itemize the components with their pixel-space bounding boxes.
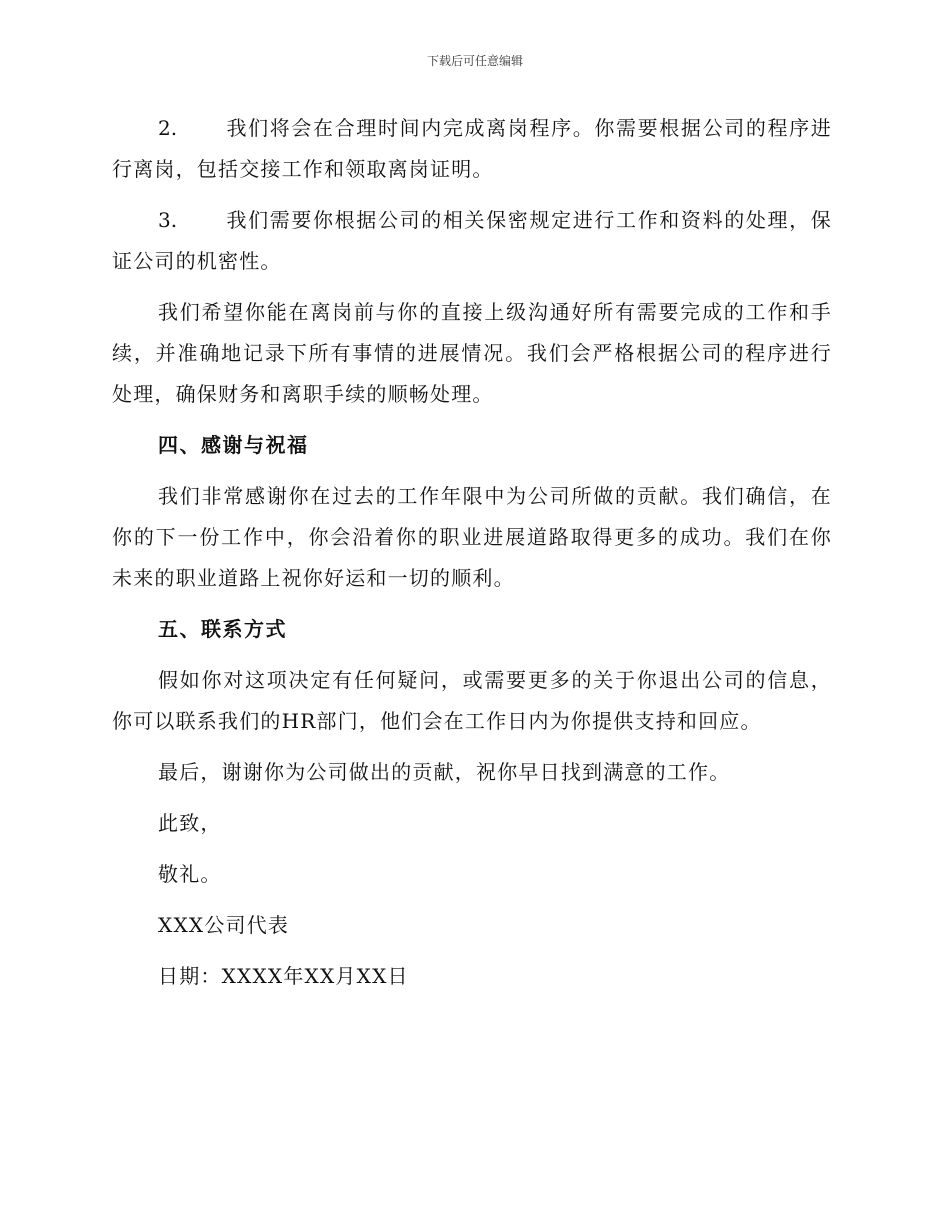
list-item-3 — [112, 200, 832, 282]
item-number: 2. — [158, 116, 178, 140]
letter-body — [112, 108, 832, 1007]
handover-paragraph: 我们希望你能在离岗前与你的直接上级沟通好所有需要完成的工作和手续，并准确地记录下所有事情的进展情况。我们会严格根据公司的程序进行处理，确保财务和离职手续的顺畅处理。 — [112, 300, 832, 406]
salutation-line-2: 敬礼。 — [158, 862, 222, 886]
thanks-paragraph: 我们非常感谢你在过去的工作年限中为公司所做的贡献。我们确信，在你的下一份工作中，你会沿着你的职业进展道路取得更多的成功。我们在你未来的职业道路上祝你好运和一切的顺利。 — [112, 484, 832, 590]
salutation-line-1: 此致， — [158, 811, 222, 835]
section-heading-thanks: 四、感谢与祝福 — [158, 433, 309, 457]
section-heading-contact: 五、联系方式 — [158, 617, 287, 641]
list-item-2 — [112, 108, 832, 190]
item-number: 3. — [158, 208, 178, 232]
signature: XXX公司代表 — [158, 913, 290, 937]
contact-paragraph: 假如你对这项决定有任何疑问，或需要更多的关于你退出公司的信息，你可以联系我们的HR部门，他们会在工作日内为你提供支持和回应。 — [112, 668, 832, 733]
item-text: 我们将会在合理时间内完成离岗程序。你需要根据公司的程序进行离岗，包括交接工作和领取离岗证明。 — [112, 116, 832, 181]
page-header: 下载后可任意编辑 — [426, 54, 523, 68]
final-remark: 最后，谢谢你为公司做出的贡献，祝你早日找到满意的工作。 — [158, 760, 731, 784]
date-line: 日期：XXXX年XX月XX日 — [158, 964, 409, 988]
item-text: 我们需要你根据公司的相关保密规定进行工作和资料的处理，保证公司的机密性。 — [112, 208, 832, 273]
